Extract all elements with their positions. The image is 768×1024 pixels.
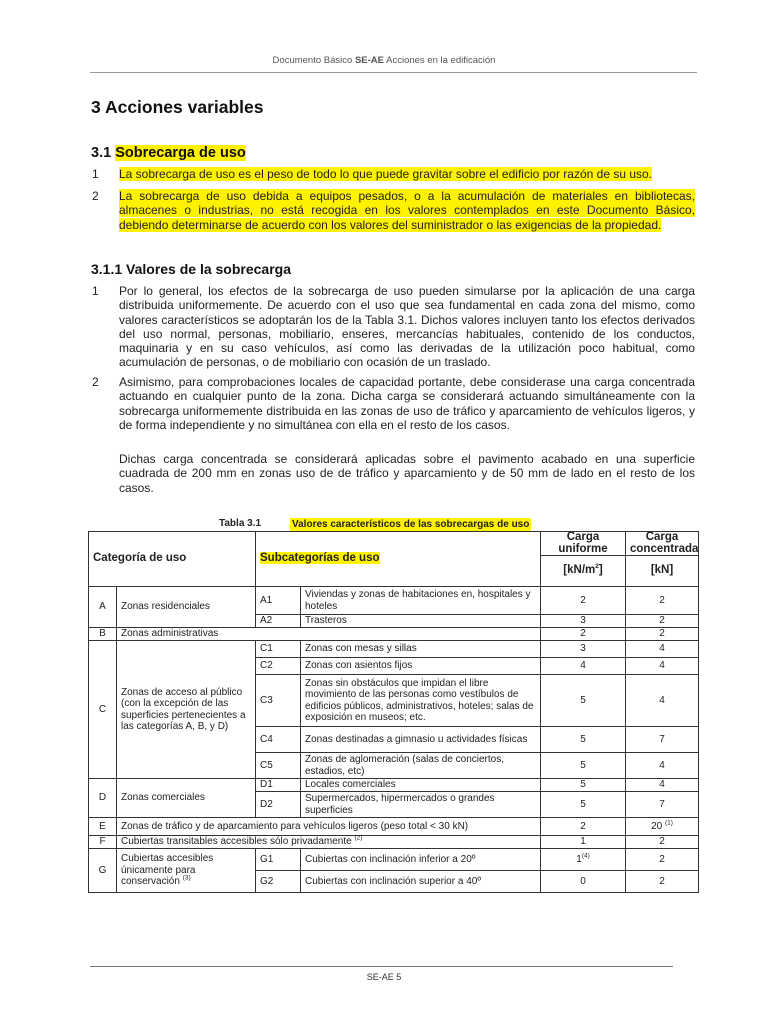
cell-uniform: 5 <box>541 753 626 779</box>
cell-desc: Zonas con asientos fijos <box>301 658 541 675</box>
paragraph-number: 1 <box>92 167 99 181</box>
subsection-title: 3.1.1 Valores de la sobrecarga <box>91 261 292 277</box>
cell-concentrated: 4 <box>626 658 699 675</box>
cell-desc: Viviendas y zonas de habitaciones en, hospitales y hoteles <box>301 587 541 615</box>
loads-table <box>88 531 699 893</box>
cell-category-desc <box>117 849 256 893</box>
section-title-text: Sobrecarga de uso <box>115 145 246 161</box>
cell-uniform: 5 <box>541 675 626 727</box>
cell-desc: Zonas sin obstáculos que impidan el libre movimiento de las personas como vestíbulos de edificios públicos, administrativos, hoteles; salas de exposición en museos; etc. <box>301 675 541 727</box>
cell-desc: Locales comerciales <box>301 779 541 792</box>
header-uniform: Carga uniforme <box>541 532 626 556</box>
paragraph <box>119 189 695 232</box>
cell-category-desc: Zonas administrativas <box>117 628 541 641</box>
cell-category-desc: Zonas comerciales <box>117 779 256 818</box>
cell-code: A2 <box>256 615 301 628</box>
cell-code: D2 <box>256 792 301 818</box>
section-number: 3.1 <box>91 145 112 161</box>
paragraph: Asimismo, para comprobaciones locales de capacidad portante, debe considerase una carga concentrada actuando en cualquier punto de la zona. Dicha carga se considerará actuando simultáneamente con la sobrecarga uniformemente distribuida en las zonas de uso de tráfico y aparcamiento de vehículos ligeros, y de forma independiente y no simultánea con ella en el resto de los casos. <box>119 375 695 432</box>
cell-code: D1 <box>256 779 301 792</box>
value: 20 <box>651 820 663 832</box>
header-subcategory <box>256 532 541 587</box>
cell-concentrated: 4 <box>626 675 699 727</box>
header-category: Categoría de uso <box>89 532 256 587</box>
cell-uniform: 2 <box>541 818 626 836</box>
cell-concentrated: 4 <box>626 641 699 658</box>
cell-concentrated: 2 <box>626 587 699 615</box>
cell-category-desc: Zonas residenciales <box>117 587 256 628</box>
cell-code: C3 <box>256 675 301 727</box>
desc-text: Cubiertas accesibles únicamente para conservación <box>121 853 214 888</box>
table-row <box>89 587 699 615</box>
cell-desc: Zonas con mesas y sillas <box>301 641 541 658</box>
table-row <box>89 641 699 658</box>
cell-desc: Zonas destinadas a gimnasio u actividades físicas <box>301 727 541 753</box>
paragraph: Dichas carga concentrada se considerará aplicadas sobre el pavimento acabado en una superficie cuadrada de 200 mm en zonas uso de de tráfico y aparcamiento y de 50 mm de lado en el resto de los casos. <box>119 452 695 495</box>
paragraph-text: La sobrecarga de uso es el peso de todo lo que puede gravitar sobre el edificio por razón de su uso. <box>119 167 653 181</box>
header-rest: Acciones en la edificación <box>384 55 496 66</box>
footnote-ref: (3) <box>182 874 191 882</box>
running-header <box>0 55 768 66</box>
cell-concentrated: 4 <box>626 779 699 792</box>
unit-bracket: ] <box>598 564 603 577</box>
cell-category: C <box>89 641 117 779</box>
table-caption-label: Tabla 3.1 <box>219 518 262 529</box>
paragraph <box>119 167 695 181</box>
paragraph-number: 2 <box>92 189 99 203</box>
paragraph: Por lo general, los efectos de la sobrecarga de uso pueden simularse por la aplicación de una carga distribuida uniformemente. De acuerdo con el uso que sea fundamental en cada zona del mismo, como valores característicos se adoptarán los de la Tabla 3.1. Dichos valores incluyen tanto los efectos derivados del uso normal, personas, mobiliario, enseres, mercancías habituales, contenido de los conductos, maquinaria y en su caso vehículos, así como las derivadas de la utilización poco habitual, como acumulación de personas, o de mobiliario con ocasión de un traslado. <box>119 284 695 370</box>
cell-concentrated: 2 <box>626 628 699 641</box>
cell-code: G1 <box>256 849 301 871</box>
cell-uniform <box>541 849 626 871</box>
footer-rule <box>90 966 673 967</box>
footnote-ref: (4) <box>581 852 590 860</box>
cell-code: G2 <box>256 871 301 893</box>
cell-category: D <box>89 779 117 818</box>
cell-category-desc: Zonas de tráfico y de aparcamiento para vehículos ligeros (peso total < 30 kN) <box>117 818 541 836</box>
cell-concentrated: 2 <box>626 849 699 871</box>
cell-code: C5 <box>256 753 301 779</box>
footnote-ref: (2) <box>354 834 363 842</box>
cell-category: A <box>89 587 117 628</box>
header-code: SE-AE <box>354 55 385 66</box>
table-caption-text: Valores característicos de las sobrecargas de uso <box>292 519 530 530</box>
cell-desc: Cubiertas con inclinación inferior a 20º <box>301 849 541 871</box>
table-header-row <box>89 532 699 556</box>
cell-category: G <box>89 849 117 893</box>
cell-desc: Zonas de aglomeración (salas de conciertos, estadios, etc) <box>301 753 541 779</box>
cell-concentrated: 7 <box>626 727 699 753</box>
cell-uniform: 5 <box>541 792 626 818</box>
header-d: D <box>272 55 280 66</box>
cell-concentrated: 2 <box>626 615 699 628</box>
header-subcategory-text: Subcategorías de uso <box>260 552 380 565</box>
table-row <box>89 779 699 792</box>
header-ocumento: ocumento <box>279 55 324 66</box>
cell-concentrated: 2 <box>626 871 699 893</box>
cell-category-desc: Zonas de acceso al público (con la excepción de las superficies pertenecientes a las categorías A, B, y D) <box>117 641 256 779</box>
cell-concentrated <box>626 818 699 836</box>
unit-text: [kN/m <box>563 564 596 577</box>
cell-uniform: 3 <box>541 615 626 628</box>
paragraph-number: 2 <box>92 375 99 389</box>
cell-uniform: 2 <box>541 587 626 615</box>
header-concentrated-unit: [kN] <box>626 556 699 587</box>
cell-uniform: 2 <box>541 628 626 641</box>
cell-desc: Supermercados, hipermercados o grandes superficies <box>301 792 541 818</box>
chapter-title: 3 Acciones variables <box>91 97 264 117</box>
footnote-ref: (1) <box>664 819 673 827</box>
page-footer: SE-AE 5 <box>366 972 402 982</box>
section-title <box>91 145 246 161</box>
table-row <box>89 836 699 849</box>
header-uniform-unit <box>541 556 626 587</box>
cell-uniform: 1 <box>541 836 626 849</box>
table-row <box>89 628 699 641</box>
cell-desc: Trasteros <box>301 615 541 628</box>
cell-code: C4 <box>256 727 301 753</box>
cell-uniform: 4 <box>541 658 626 675</box>
paragraph-number: 1 <box>92 284 99 298</box>
cell-code: A1 <box>256 587 301 615</box>
header-concentrated: Carga concentrada <box>626 532 699 556</box>
cell-code: C2 <box>256 658 301 675</box>
cell-category-desc <box>117 836 541 849</box>
header-b: B <box>323 55 331 66</box>
cell-concentrated: 4 <box>626 753 699 779</box>
cell-category: B <box>89 628 117 641</box>
cell-uniform: 5 <box>541 727 626 753</box>
cell-category: F <box>89 836 117 849</box>
cell-uniform: 3 <box>541 641 626 658</box>
cell-concentrated: 2 <box>626 836 699 849</box>
header-rule <box>90 72 697 73</box>
header-asico: ásico <box>330 55 355 66</box>
cell-category: E <box>89 818 117 836</box>
desc-text: Cubiertas transitables accesibles sólo privadamente <box>121 836 352 848</box>
table-row <box>89 818 699 836</box>
cell-uniform: 0 <box>541 871 626 893</box>
table-row <box>89 849 699 871</box>
cell-desc: Cubiertas con inclinación superior a 40º <box>301 871 541 893</box>
value: 1 <box>576 853 582 865</box>
unit-exponent: 2 <box>595 563 599 571</box>
paragraph-text: La sobrecarga de uso debida a equipos pesados, o a la acumulación de materiales en bibliotecas, almacenes o industrias, no está recogida en los valores contemplados en este Documento Básico, debiendo determinarse de acuerdo con los valores del suministrador o las exigencias de la propiedad. <box>119 189 695 232</box>
cell-concentrated: 7 <box>626 792 699 818</box>
cell-code: C1 <box>256 641 301 658</box>
cell-uniform: 5 <box>541 779 626 792</box>
